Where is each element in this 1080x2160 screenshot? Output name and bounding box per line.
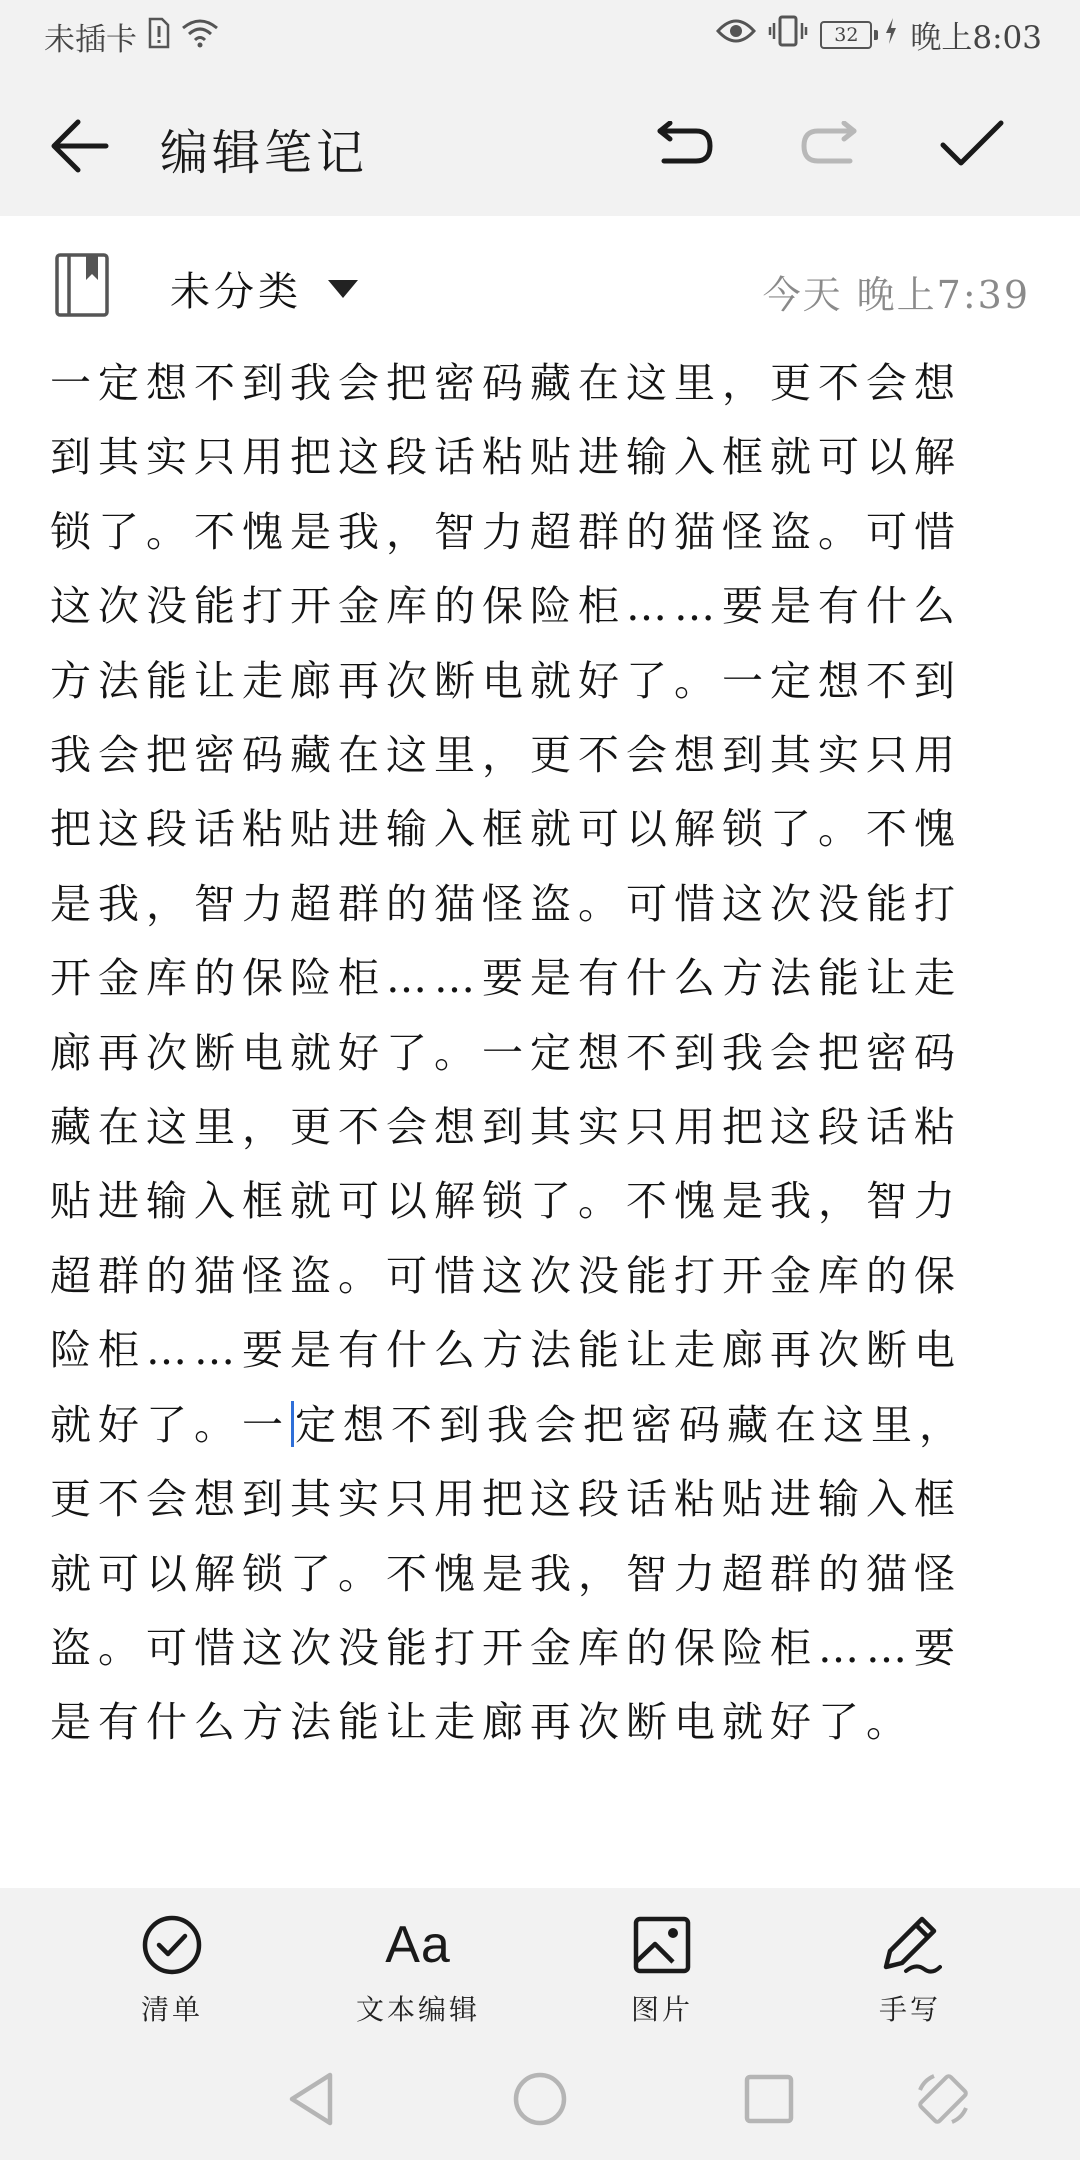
system-nav-bar xyxy=(0,2038,1080,2160)
page-title: 编辑笔记 xyxy=(160,125,369,181)
category-selector[interactable] xyxy=(170,260,358,317)
carrier-text: 未插卡 xyxy=(44,22,137,58)
status-bar xyxy=(0,0,1080,72)
editor-toolbar xyxy=(0,1888,1080,2038)
back-arrow-icon xyxy=(50,118,110,174)
battery-icon: 32 xyxy=(820,21,872,49)
rotate-icon xyxy=(912,2068,974,2130)
note-timestamp: 今天 晚上7:39 xyxy=(762,273,1030,317)
sim-alert-icon xyxy=(147,17,171,57)
wifi-icon xyxy=(181,18,219,56)
nav-home-button[interactable] xyxy=(507,2066,573,2132)
text-edit-button[interactable] xyxy=(318,1910,518,2028)
chevron-down-icon xyxy=(328,280,358,298)
handwrite-button[interactable] xyxy=(810,1910,1010,2028)
nav-back-button[interactable] xyxy=(278,2066,344,2132)
text-format-icon: Aa xyxy=(385,1916,451,1974)
nav-back-icon xyxy=(286,2071,336,2127)
pen-icon xyxy=(878,1913,942,1977)
checklist-icon xyxy=(141,1914,203,1976)
notebook-button[interactable] xyxy=(54,252,110,318)
vibrate-icon xyxy=(768,15,808,55)
note-body-editor[interactable] xyxy=(50,346,998,1760)
app-header xyxy=(0,72,1080,216)
undo-button[interactable] xyxy=(644,108,724,180)
checklist-button[interactable] xyxy=(72,1910,272,2028)
image-icon xyxy=(633,1916,691,1974)
rotate-button[interactable] xyxy=(910,2066,976,2132)
text-edit-label: 文本编辑 xyxy=(355,1993,480,2026)
nav-home-icon xyxy=(512,2071,568,2127)
save-check-button[interactable] xyxy=(932,108,1012,180)
redo-button[interactable] xyxy=(790,108,870,180)
eye-icon xyxy=(716,17,756,53)
category-label: 未分类 xyxy=(170,269,302,315)
back-button[interactable] xyxy=(44,110,116,182)
image-button[interactable] xyxy=(562,1910,762,2028)
nav-recents-button[interactable] xyxy=(736,2066,802,2132)
note-editor xyxy=(0,216,1080,1888)
charging-icon xyxy=(884,17,898,53)
note-text-before-cursor: 一定想不到我会把密码藏在这里，更不会想到其实只用把这段话粘贴进输入框就可以解锁了。不愧是我，智力超群的猫怪盗。可惜这次没能打开金库的保险柜……要是有什么方法能让走廊再次断电就好了。一定想不到我会把密码藏在这里，更不会想到其实只用把这段话粘贴进输入框就可以解锁了。不愧是我，智力超群的猫怪盗。可惜这次没能打开金库的保险柜……要是有什么方法能让走廊再次断电就好了。一定想不到我会把密码藏在这里，更不会想到其实只用把这段话粘贴进输入框就可以解锁了。不愧是我，智力超群的猫怪盗。可惜这次没能打开金库的保险柜……要是有什么方法能让走廊再次断电就好了。一 xyxy=(50,359,962,1449)
notebook-icon xyxy=(54,252,110,318)
status-right xyxy=(716,12,1042,57)
check-icon xyxy=(939,119,1005,169)
image-label: 图片 xyxy=(630,1993,693,2026)
nav-recents-icon xyxy=(743,2073,795,2125)
undo-icon xyxy=(654,121,714,167)
status-left xyxy=(44,14,219,59)
clock: 晚上8:03 xyxy=(910,20,1042,56)
handwrite-label: 手写 xyxy=(878,1993,941,2026)
text-cursor xyxy=(291,1401,294,1447)
checklist-label: 清单 xyxy=(140,1993,203,2026)
redo-icon xyxy=(800,121,860,167)
note-text-after-cursor: 定想不到我会把密码藏在这里，更不会想到其实只用把这段话粘贴进输入框就可以解锁了。不愧是我，智力超群的猫怪盗。可惜这次没能打开金库的保险柜……要是有什么方法能让走廊再次断电就好了。 xyxy=(50,1400,967,1747)
